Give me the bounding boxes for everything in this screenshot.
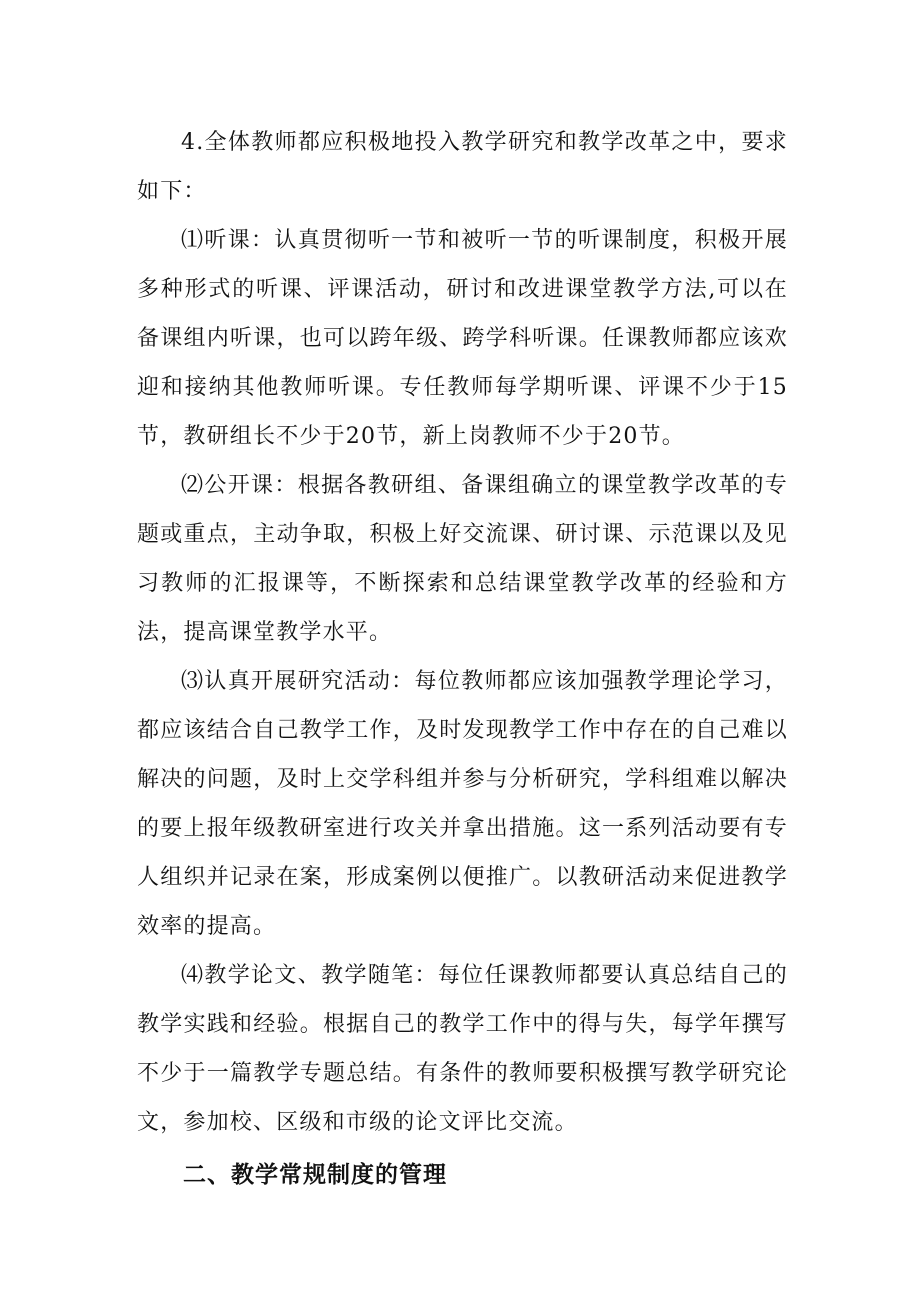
paragraph-teaching-papers: ⑷教学论文、教学随笔：每位任课教师都要认真总结自己的教学实践和经验。根据自己的教学工作中的得与失，每学年撰写不少于一篇教学专题总结。有条件的教师要积极撰写教学研究论文，参加校、区级和市级的论文评比交流。 [137,963,788,1135]
paragraph-open-class: ⑵公开课：根据各教研组、备课组确立的课堂教学改革的专题或重点，主动争取，积极上好交流课、研讨课、示范课以及见习教师的汇报课等，不断探索和总结课堂教学改革的经验和方法，提高课堂教学水平。 [137,473,788,645]
paragraph-lesson-observation: ⑴听课：认真贯彻听一节和被听一节的听课制度，积极开展多种形式的听课、评课活动，研讨和改进课堂教学方法,可以在备课组内听课，也可以跨年级、跨学科听课。任课教师都应该欢迎和接纳其他教师听课。专任教师每学期听课、评课不少于15节，教研组长不少于20节，新上岗教师不少于20节。 [137,228,788,449]
paragraph-intro: 4.全体教师都应积极地投入教学研究和教学改革之中，要求如下： [137,130,788,204]
paragraph-research-activity: ⑶认真开展研究活动：每位教师都应该加强教学理论学习，都应该结合自己教学工作，及时发现教学工作中存在的自己难以解决的问题，及时上交学科组并参与分析研究，学科组难以解决的要上报年级教研室进行攻关并拿出措施。这一系列活动要有专人组织并记录在案，形成案例以便推广。以教研活动来促进教学效率的提高。 [137,669,788,939]
section-heading: 二、教学常规制度的管理 [183,1162,447,1188]
